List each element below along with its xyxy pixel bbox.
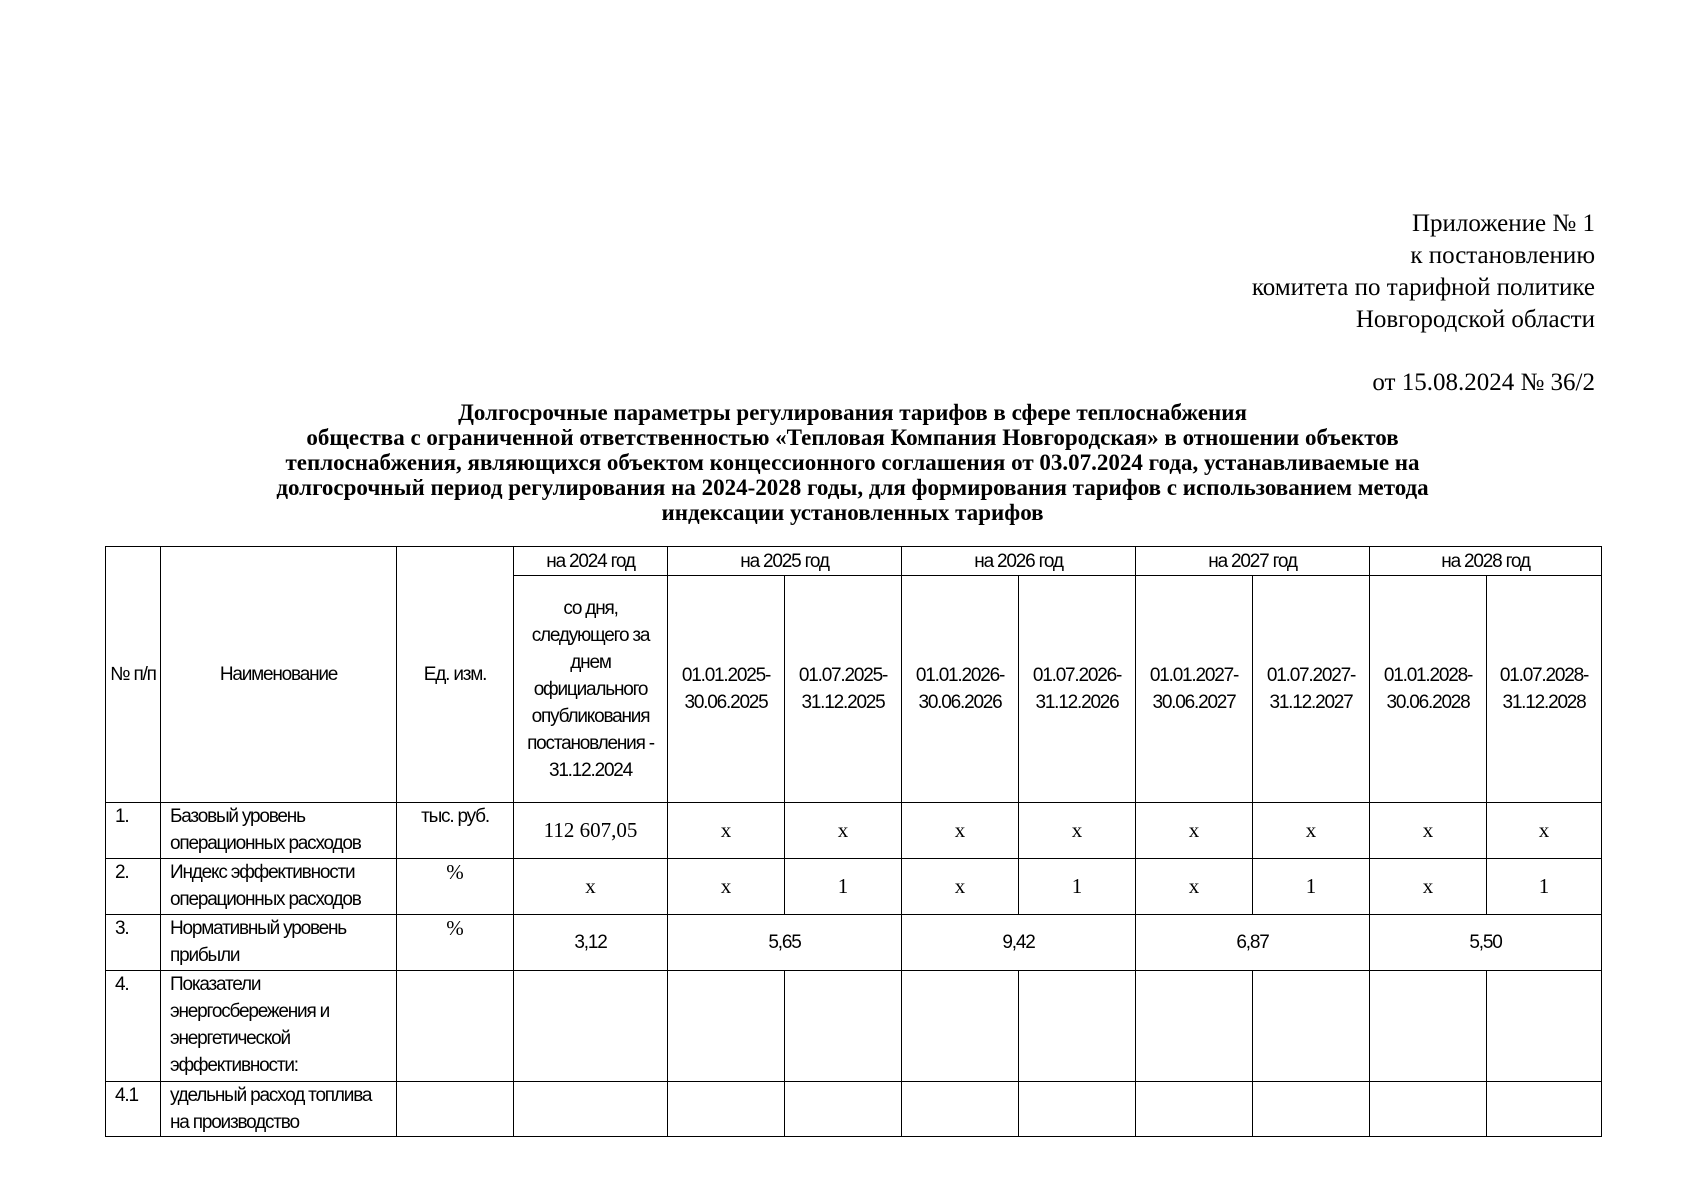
row-value: 6,87 [1136,915,1370,971]
row-value: х [668,859,785,915]
header-year-2028: на 2028 год [1370,547,1602,576]
title-line-4: долгосрочный период регулирования на 2024-2028 годы, для формирования тарифов с использованием метода [276,475,1429,500]
header-period: со дня, следующего за днем официального опубликования постановления - 31.12.2024 [514,576,668,803]
header-num: № п/п [106,547,161,803]
empty-cell [1370,971,1487,1082]
row-value: 5,65 [668,915,902,971]
header-period: 01.07.2026-31.12.2026 [1019,576,1136,803]
header-period: 01.01.2026-30.06.2026 [902,576,1019,803]
row-unit: % [397,859,514,915]
row-name: Базовый уровень операционных расходов [161,803,397,859]
row-value: 112 607,05 [514,803,668,859]
empty-cell [1019,1082,1136,1137]
row-value: 9,42 [902,915,1136,971]
title-line-3: теплоснабжения, являющихся объектом концессионного соглашения от 03.07.2024 года, устанавливаемые на [285,450,1420,475]
appendix-line-2: к постановлению [1410,242,1595,269]
row-value: х [785,803,902,859]
row-value: 1 [1253,859,1370,915]
parameters-table [105,546,1602,1137]
header-period: 01.01.2025-30.06.2025 [668,576,785,803]
empty-cell [785,971,902,1082]
title-line-2: общества с ограниченной ответственностью «Тепловая Компания Новгородская» в отношении объектов [306,425,1399,450]
table-row [106,1082,1602,1137]
empty-cell [1136,1082,1253,1137]
header-year-2027: на 2027 год [1136,547,1370,576]
header-unit: Ед. изм. [397,547,514,803]
row-value: х [1253,803,1370,859]
appendix-line-3: комитета по тарифной политике [1251,274,1595,301]
header-year-2025: на 2025 год [668,547,902,576]
row-value: х [902,803,1019,859]
appendix-header [1252,208,1595,399]
table-row [106,859,1602,915]
row-value: 3,12 [514,915,668,971]
document-title [105,400,1600,525]
appendix-line-1: Приложение № 1 [1411,210,1595,237]
row-name: Показатели энергосбережения и энергетической эффективности: [161,971,397,1082]
row-value: 1 [785,859,902,915]
empty-cell [1487,1082,1602,1137]
row-unit: % [397,915,514,971]
header-period: 01.07.2027-31.12.2027 [1253,576,1370,803]
row-value: х [1019,803,1136,859]
row-value: х [1487,803,1602,859]
row-value: х [902,859,1019,915]
table-row [106,915,1602,971]
header-period: 01.01.2027-30.06.2027 [1136,576,1253,803]
row-value: 5,50 [1370,915,1602,971]
empty-cell [1136,971,1253,1082]
empty-cell [668,1082,785,1137]
row-value: х [514,859,668,915]
row-unit: тыс. руб. [397,803,514,859]
title-line-5: индексации установленных тарифов [661,500,1044,525]
table-row [106,803,1602,859]
empty-cell [514,971,668,1082]
row-unit [397,971,514,1082]
header-year-2024: на 2024 год [514,547,668,576]
row-value: х [668,803,785,859]
row-value: х [1136,859,1253,915]
header-row-years [106,547,1602,576]
empty-cell [1253,971,1370,1082]
row-number: 1. [106,803,161,859]
empty-cell [514,1082,668,1137]
row-value: х [1370,803,1487,859]
header-name: Наименование [161,547,397,803]
row-value: х [1370,859,1487,915]
header-period: 01.01.2028-30.06.2028 [1370,576,1487,803]
row-number: 4.1 [106,1082,161,1137]
empty-cell [785,1082,902,1137]
row-value: х [1136,803,1253,859]
decree-reference: от 15.08.2024 № 36/2 [1372,369,1595,396]
appendix-line-4: Новгородской области [1355,306,1595,333]
header-period: 01.07.2028-31.12.2028 [1487,576,1602,803]
empty-cell [1370,1082,1487,1137]
row-value: 1 [1019,859,1136,915]
empty-cell [1487,971,1602,1082]
empty-cell [668,971,785,1082]
empty-cell [902,971,1019,1082]
row-name: удельный расход топлива на производство [161,1082,397,1137]
header-year-2026: на 2026 год [902,547,1136,576]
empty-cell [902,1082,1019,1137]
row-number: 4. [106,971,161,1082]
row-number: 2. [106,859,161,915]
header-period: 01.07.2025-31.12.2025 [785,576,902,803]
row-number: 3. [106,915,161,971]
row-name: Индекс эффективности операционных расходов [161,859,397,915]
title-line-1: Долгосрочные параметры регулирования тарифов в сфере теплоснабжения [458,400,1247,425]
table-row [106,971,1602,1082]
row-value: 1 [1487,859,1602,915]
row-unit [397,1082,514,1137]
empty-cell [1253,1082,1370,1137]
empty-cell [1019,971,1136,1082]
row-name: Нормативный уровень прибыли [161,915,397,971]
